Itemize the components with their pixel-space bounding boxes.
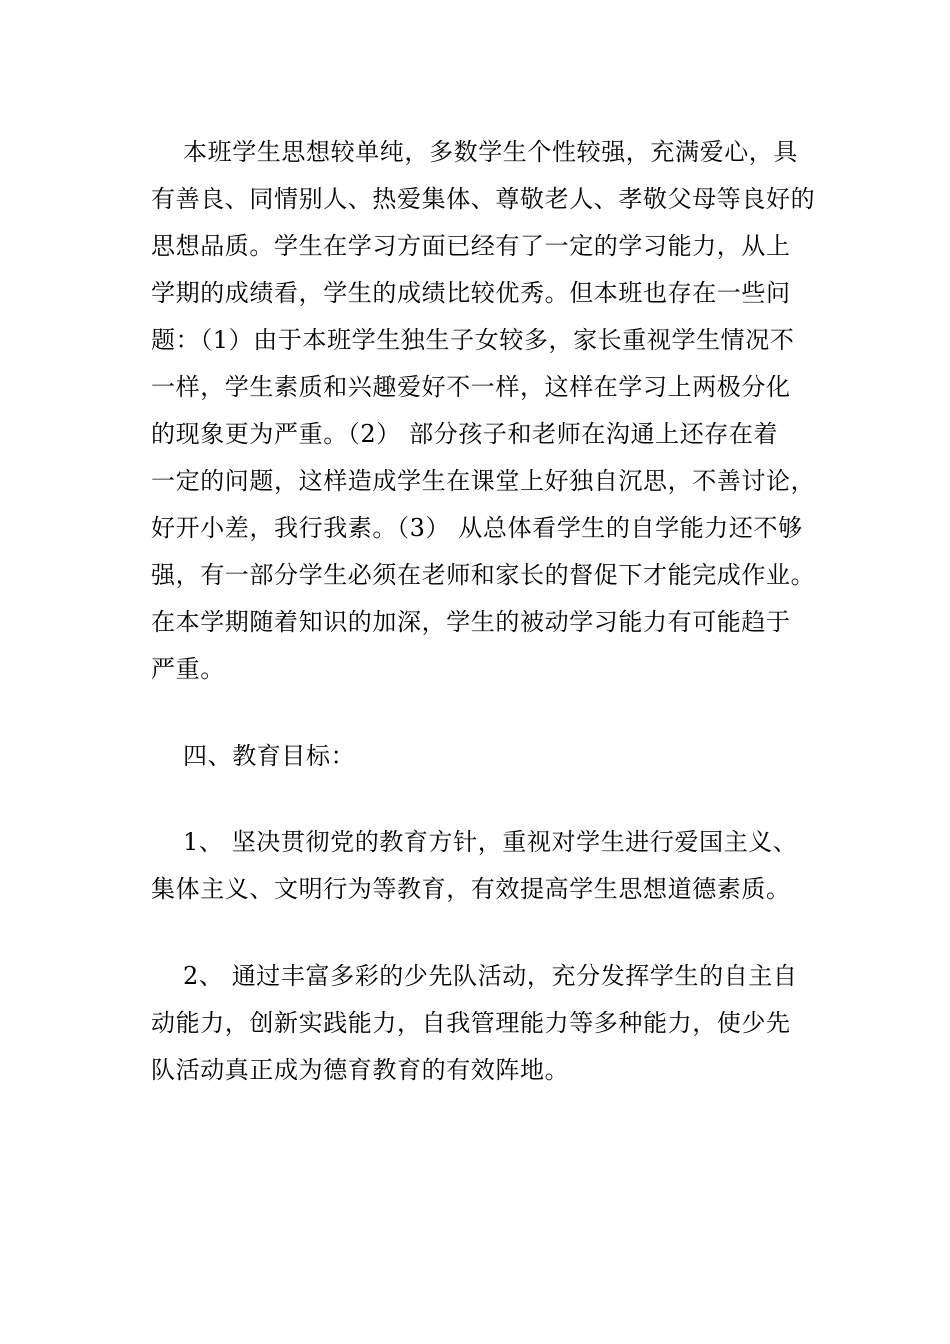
- paragraph-1-line-11: 在本学期随着知识的加深，学生的被动学习能力有可能趋于: [151, 608, 791, 636]
- paragraph-1-line-7: 的现象更为严重。（2） 部分孩子和老师在沟通上还存在着: [151, 420, 779, 448]
- paragraph-1-line-5: 题：（1）由于本班学生独生子女较多，家长重视学生情况不: [151, 326, 795, 354]
- paragraph-1-line-3: 思想品质。学生在学习方面已经有了一定的学习能力，从上: [151, 232, 791, 260]
- goal-2-line-1: 2、 通过丰富多彩的少先队活动，充分发挥学生的自主自: [183, 962, 798, 990]
- paragraph-1-line-2: 有善良、同情别人、热爱集体、尊敬老人、孝敬父母等良好的: [151, 185, 816, 213]
- paragraph-1-line-6: 一样，学生素质和兴趣爱好不一样，这样在学习上两极分化: [151, 373, 791, 401]
- goal-2-line-3: 队活动真正成为德育教育的有效阵地。: [151, 1056, 570, 1084]
- paragraph-1-line-9: 好开小差，我行我素。（3） 从总体看学生的自学能力还不够: [151, 514, 803, 542]
- goal-1-line-1: 1、 坚决贯彻党的教育方针，重视对学生进行爱国主义、: [183, 828, 798, 856]
- goal-1-line-2: 集体主义、文明行为等教育，有效提高学生思想道德素质。: [151, 875, 791, 903]
- paragraph-1-line-1: 本班学生思想较单纯，多数学生个性较强，充满爱心，具: [183, 138, 798, 166]
- goal-2-line-2: 动能力，创新实践能力，自我管理能力等多种能力，使少先: [151, 1009, 791, 1037]
- paragraph-1-line-12: 严重。: [151, 655, 225, 683]
- section-heading: 四、教育目标：: [183, 742, 356, 770]
- paragraph-1-line-4: 学期的成绩看，学生的成绩比较优秀。但本班也存在一些问: [151, 279, 791, 307]
- paragraph-1-line-8: 一定的问题，这样造成学生在课堂上好独自沉思，不善讨论，: [151, 467, 816, 495]
- paragraph-1-line-10: 强，有一部分学生必须在老师和家长的督促下才能完成作业。: [151, 561, 816, 589]
